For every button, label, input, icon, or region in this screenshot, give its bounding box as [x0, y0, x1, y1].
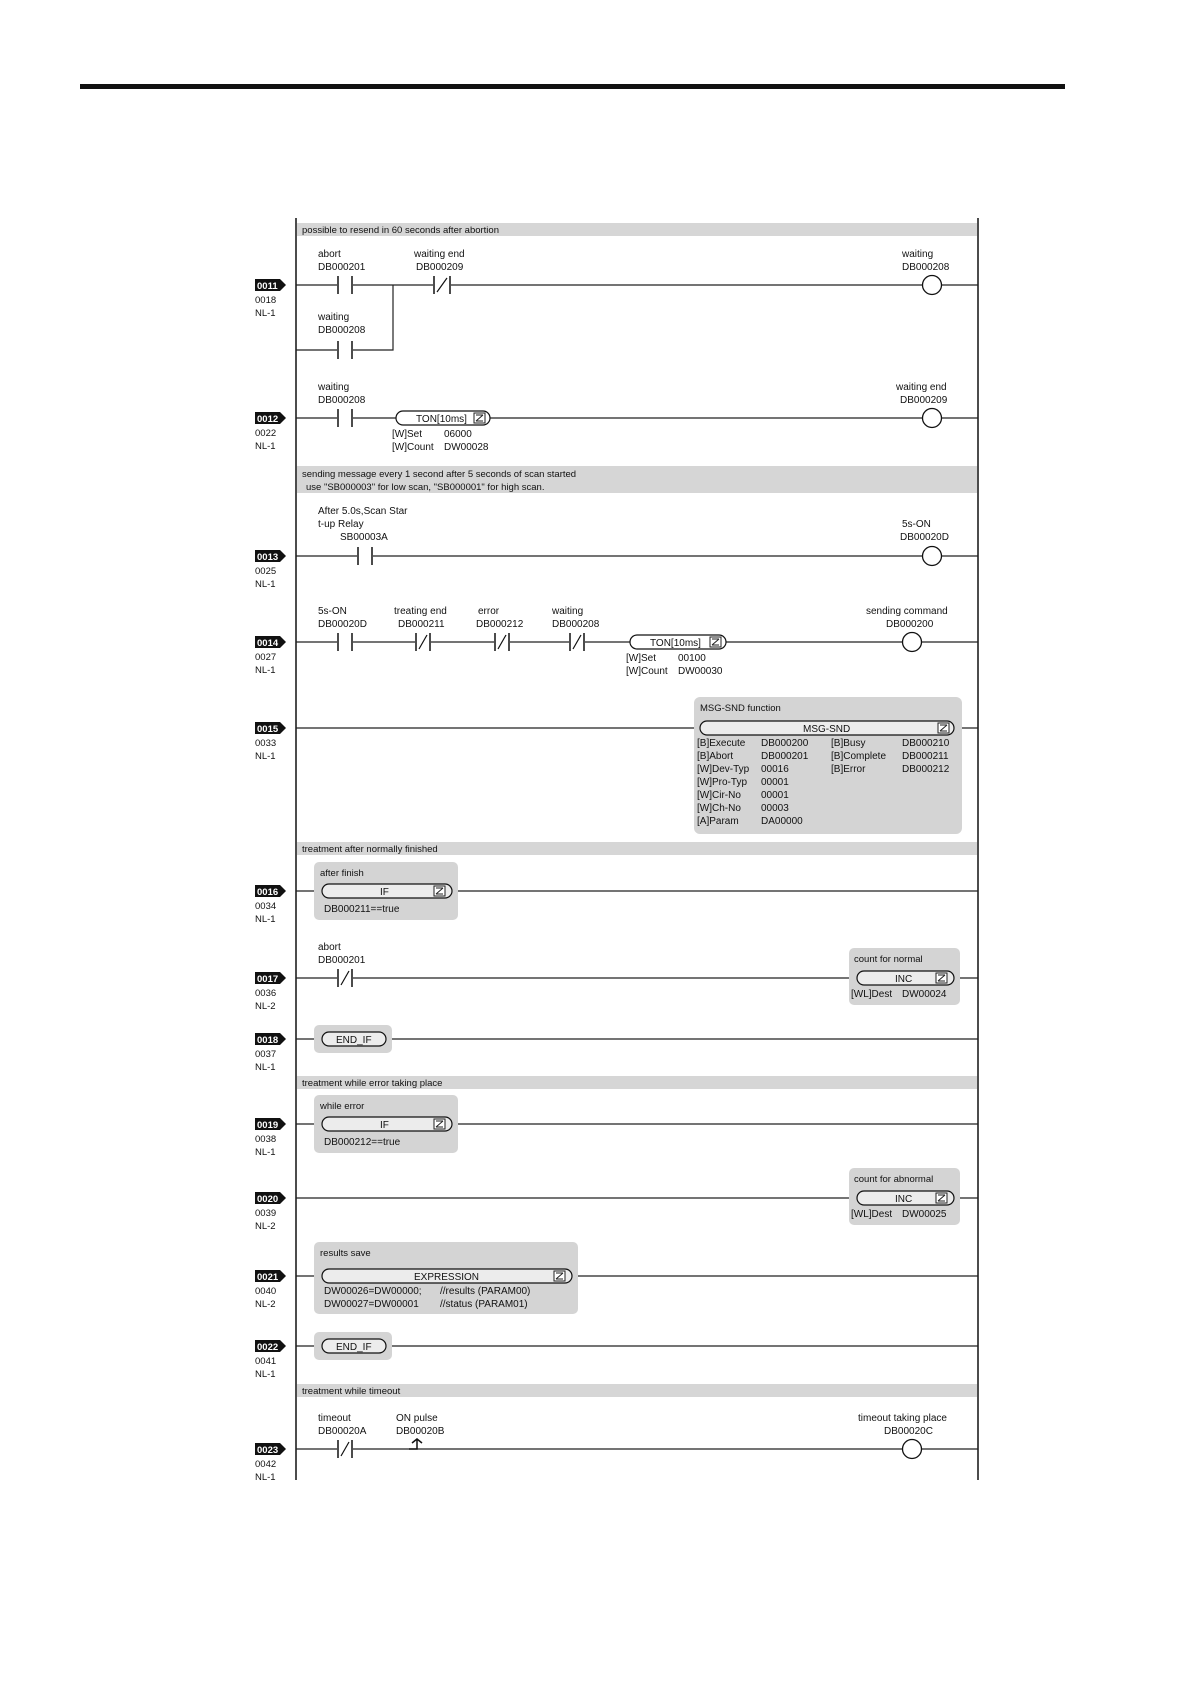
fb-icon: [434, 1119, 445, 1129]
contact-label: timeout: [318, 1413, 351, 1424]
param-label: [W]Count: [626, 666, 668, 677]
fb-icon: [710, 637, 721, 647]
coil[interactable]: [903, 633, 922, 652]
contact-address: DB00020A: [318, 1426, 367, 1437]
rung-label[interactable]: [255, 412, 286, 452]
param-value: DW00030: [678, 666, 723, 677]
contact-address: DB00020D: [318, 619, 367, 630]
contact-address: DB000201: [318, 955, 366, 966]
fb-name: EXPRESSION: [414, 1272, 480, 1283]
param-label: [W]Set: [392, 429, 423, 440]
rung-label[interactable]: [255, 279, 286, 319]
fb-output-value: DB000210: [902, 738, 950, 749]
rung-nest-level: NL-1: [255, 1369, 276, 1380]
rung-label[interactable]: [255, 722, 286, 762]
rung-number: 0012: [257, 414, 279, 425]
rung-label[interactable]: [255, 1270, 286, 1310]
param-value: 00100: [678, 653, 706, 664]
page-header-rule: [80, 84, 1065, 89]
rung-nest-level: NL-1: [255, 1147, 276, 1158]
fb-output-value: DB000212: [902, 764, 950, 775]
rung-number: 0020: [257, 1194, 279, 1205]
coil-address: DB00020D: [900, 532, 949, 543]
if-condition: DB000211==true: [324, 904, 400, 915]
timer-name: TON[10ms]: [650, 638, 701, 649]
fb-input-value: DA00000: [761, 816, 803, 827]
rung-number: 0017: [257, 974, 279, 985]
fb-title: count for normal: [854, 954, 923, 965]
coil-label: timeout taking place: [858, 1413, 947, 1424]
coil-label: 5s-ON: [902, 519, 931, 530]
rung-nest-level: NL-1: [255, 441, 276, 452]
fb-name: IF: [380, 887, 389, 898]
rung-number: 0018: [257, 1035, 279, 1046]
contact-label: abort: [318, 942, 341, 953]
expression-comment: //results (PARAM00): [440, 1286, 531, 1297]
comment-bar: [297, 1076, 977, 1089]
timer-name: TON[10ms]: [416, 414, 467, 425]
rung-step: 0025: [255, 566, 277, 577]
coil-address: DB000200: [886, 619, 934, 630]
comment-text: treatment while error taking place: [302, 1078, 443, 1089]
fb-output-label: [B]Error: [831, 764, 866, 775]
rung-number: 0016: [257, 887, 279, 898]
fb-title: count for abnormal: [854, 1174, 934, 1185]
fb-input-label: [W]Ch-No: [697, 803, 741, 814]
contact-address: DB000201: [318, 262, 366, 273]
rung-label[interactable]: [255, 972, 286, 1012]
contact-label: waiting: [318, 382, 350, 393]
rung-number: 0015: [257, 724, 279, 735]
fb-title: results save: [320, 1248, 371, 1259]
contact-address: DB000209: [416, 262, 464, 273]
fb-input-label: [W]Pro-Typ: [697, 777, 748, 788]
timer-block[interactable]: [630, 635, 726, 649]
comment-bar: [297, 1384, 977, 1397]
rung-step: 0018: [255, 295, 277, 306]
param-label: [W]Count: [392, 442, 434, 453]
fb-title: after finish: [320, 868, 364, 879]
rung-step: 0037: [255, 1049, 277, 1060]
contact-address: DB000208: [318, 325, 366, 336]
comment-bar: [297, 466, 977, 493]
contact-label: t-up Relay: [318, 519, 364, 530]
fb-title: MSG-SND function: [700, 703, 781, 714]
rung-step: 0041: [255, 1356, 277, 1367]
rung-step: 0022: [255, 428, 277, 439]
param-label: [W]Set: [626, 653, 657, 664]
fb-icon: [474, 413, 485, 423]
coil[interactable]: [923, 409, 942, 428]
fb-name: INC: [895, 1194, 913, 1205]
rung-nest-level: NL-2: [255, 1001, 276, 1012]
rung-number: 0023: [257, 1445, 279, 1456]
contact-address: DB00020B: [396, 1426, 445, 1437]
comment-text: possible to resend in 60 seconds after abortion: [302, 225, 499, 236]
rung-step: 0040: [255, 1286, 277, 1297]
fb-icon: [434, 886, 445, 896]
rung-nest-level: NL-1: [255, 579, 276, 590]
coil-label: waiting end: [896, 382, 947, 393]
rung-nest-level: NL-2: [255, 1221, 276, 1232]
expression-code: DW00026=DW00000;: [324, 1286, 422, 1297]
contact-address: SB00003A: [340, 532, 388, 543]
fb-name: END_IF: [336, 1035, 372, 1046]
contact-address: DB000211: [398, 619, 445, 630]
fb-output-value: DB000211: [902, 751, 949, 762]
comment-bar: [297, 223, 977, 236]
fb-icon: [554, 1271, 565, 1281]
fb-input-value: 00016: [761, 764, 789, 775]
fb-icon: [938, 723, 949, 733]
contact-address: DB000212: [476, 619, 524, 630]
rung-step: 0034: [255, 901, 277, 912]
coil-label: sending command: [866, 606, 948, 617]
rung-label[interactable]: [255, 885, 286, 925]
rung-label[interactable]: [255, 1033, 286, 1073]
comment-text: sending message every 1 second after 5 seconds of scan started: [302, 469, 577, 480]
fb-icon: [936, 973, 947, 983]
contact-label: abort: [318, 249, 341, 260]
fb-input-value: 00001: [761, 790, 789, 801]
rung-label[interactable]: [255, 1443, 286, 1483]
rung-label[interactable]: [255, 1340, 286, 1380]
contact-label: After 5.0s,Scan Star: [318, 506, 408, 517]
coil[interactable]: [923, 276, 942, 295]
comment-text: treatment while timeout: [302, 1386, 401, 1397]
contact-label: error: [478, 606, 500, 617]
param-value: DW00024: [902, 989, 947, 1000]
rung-label[interactable]: [255, 636, 286, 676]
fb-name: END_IF: [336, 1342, 372, 1353]
fb-output-label: [B]Busy: [831, 738, 866, 749]
fb-input-value: DB000200: [761, 738, 809, 749]
fb-input-value: 00003: [761, 803, 789, 814]
rung-number: 0022: [257, 1342, 279, 1353]
contact-label: waiting end: [414, 249, 465, 260]
rung-label[interactable]: [255, 1192, 286, 1232]
coil[interactable]: [903, 1440, 922, 1459]
expression-code: DW00027=DW00001: [324, 1299, 419, 1310]
contact-label: treating end: [394, 606, 447, 617]
timer-block[interactable]: [396, 411, 490, 425]
rung-nest-level: NL-1: [255, 665, 276, 676]
fb-input-label: [W]Dev-Typ: [697, 764, 750, 775]
param-label: [WL]Dest: [851, 989, 893, 1000]
fb-input-label: [W]Cir-No: [697, 790, 741, 801]
rung-step: 0039: [255, 1208, 277, 1219]
rung-step: 0033: [255, 738, 277, 749]
param-label: [WL]Dest: [851, 1209, 893, 1220]
rung-label[interactable]: [255, 1118, 286, 1158]
contact-address: DB000208: [318, 395, 366, 406]
fb-input-value: DB000201: [761, 751, 809, 762]
rung-number: 0013: [257, 552, 279, 563]
rung-nest-level: NL-1: [255, 914, 276, 925]
fb-input-label: [A]Param: [697, 816, 739, 827]
rung-number: 0011: [257, 281, 278, 292]
rung-number: 0019: [257, 1120, 279, 1131]
rung-number: 0014: [257, 638, 279, 649]
rung-step: 0042: [255, 1459, 277, 1470]
if-condition: DB000212==true: [324, 1137, 401, 1148]
fb-name: INC: [895, 974, 913, 985]
contact-label: waiting: [318, 312, 350, 323]
fb-name: IF: [380, 1120, 389, 1131]
rung-number: 0021: [257, 1272, 279, 1283]
contact-label: ON pulse: [396, 1413, 438, 1424]
contact-address: DB000208: [552, 619, 600, 630]
rung-nest-level: NL-1: [255, 308, 276, 319]
comment-text: use "SB000003" for low scan, "SB000001" for high scan.: [306, 482, 545, 493]
coil-address: DB000209: [900, 395, 948, 406]
param-value: DW00025: [902, 1209, 947, 1220]
fb-icon: [936, 1193, 947, 1203]
rung-step: 0036: [255, 988, 277, 999]
comment-text: treatment after normally finished: [302, 844, 438, 855]
rung-nest-level: NL-1: [255, 1472, 276, 1483]
coil-address: DB000208: [902, 262, 950, 273]
coil[interactable]: [923, 547, 942, 566]
param-value: 06000: [444, 429, 472, 440]
fb-input-label: [B]Execute: [697, 738, 746, 749]
coil-address: DB00020C: [884, 1426, 933, 1437]
fb-title: while error: [320, 1101, 365, 1112]
rung-step: 0038: [255, 1134, 277, 1145]
rung-label[interactable]: [255, 550, 286, 590]
expression-comment: //status (PARAM01): [440, 1299, 528, 1310]
fb-output-label: [B]Complete: [831, 751, 887, 762]
coil-label: waiting: [902, 249, 934, 260]
fb-input-label: [B]Abort: [697, 751, 734, 762]
param-value: DW00028: [444, 442, 489, 453]
comment-bar: [297, 842, 977, 855]
contact-label: 5s-ON: [318, 606, 347, 617]
contact-label: waiting: [552, 606, 584, 617]
fb-input-value: 00001: [761, 777, 789, 788]
rung-nest-level: NL-1: [255, 1062, 276, 1073]
rung-nest-level: NL-1: [255, 751, 276, 762]
rung-step: 0027: [255, 652, 277, 663]
fb-name: MSG-SND: [803, 724, 851, 735]
rung-nest-level: NL-2: [255, 1299, 276, 1310]
